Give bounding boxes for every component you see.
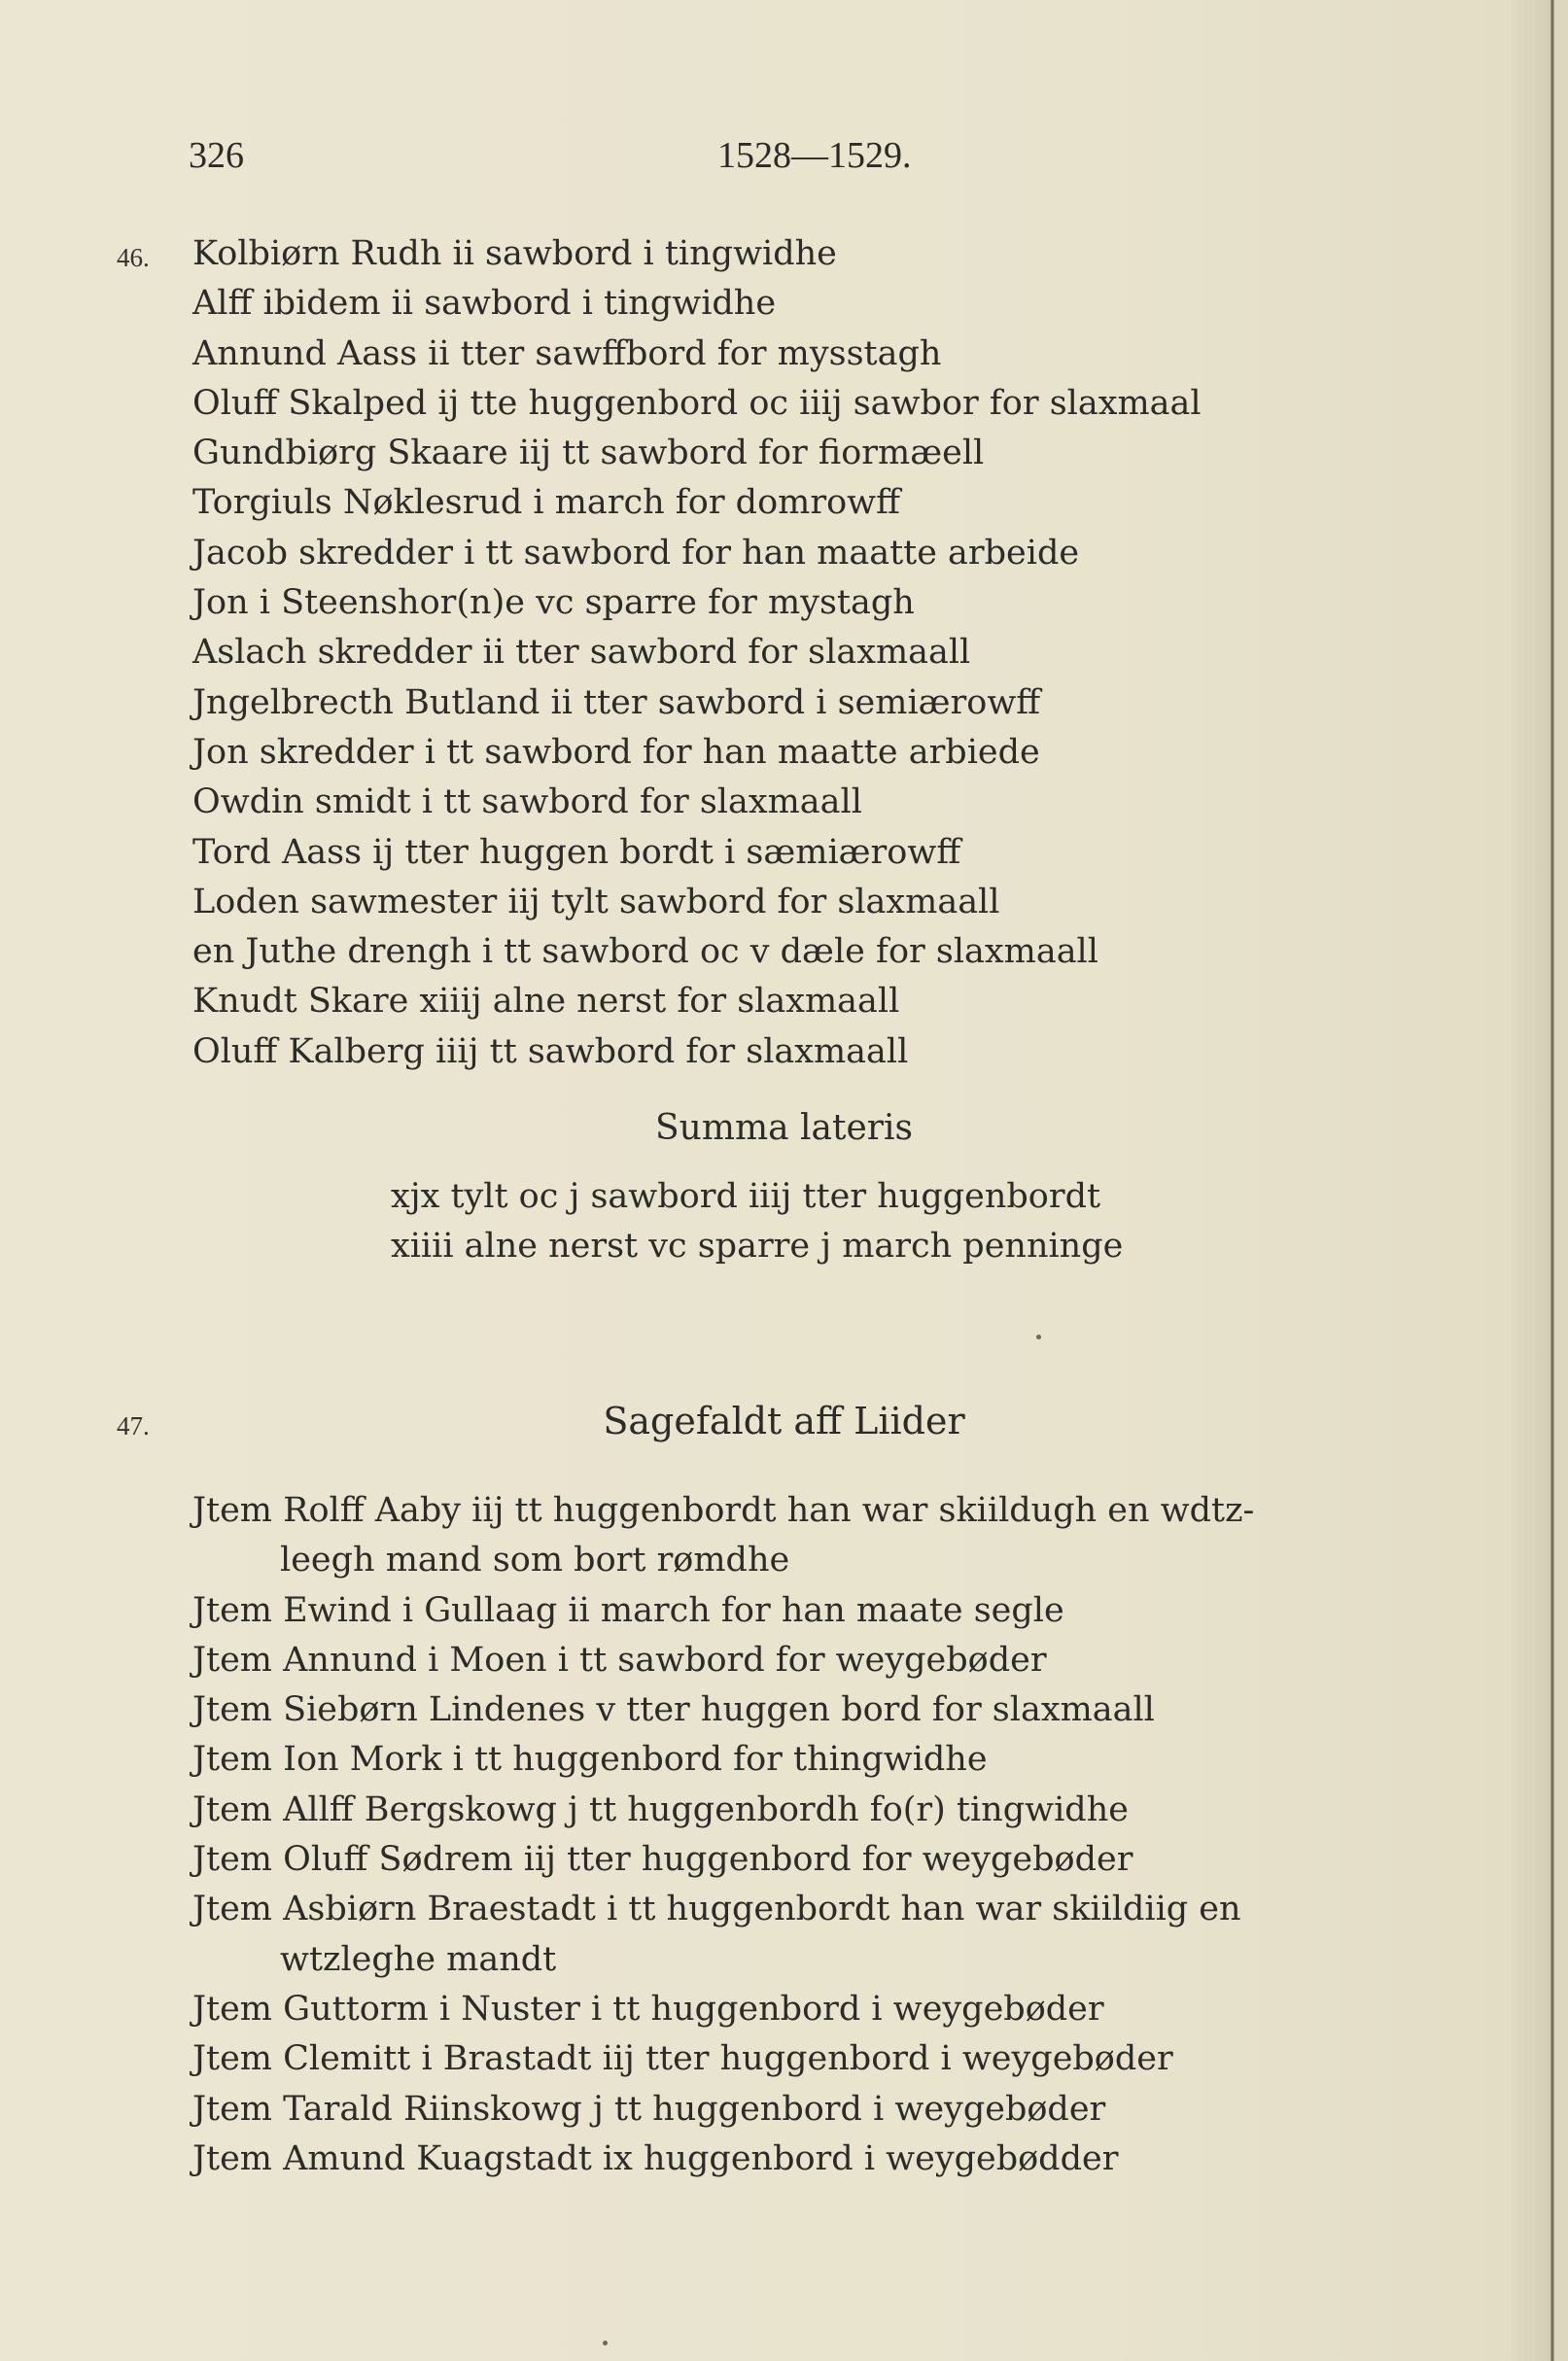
record-line: Alff ibidem ii sawbord i tingwidhe bbox=[192, 284, 777, 324]
section-title: Sagefaldt aff Liider bbox=[603, 1400, 965, 1442]
page-edge bbox=[1554, 0, 1568, 2361]
record-line: Jtem Oluff Sødrem iij tter huggenbord for weygebøder bbox=[192, 1840, 1133, 1880]
record-line: Jon skredder i tt sawbord for han maatte arbiede bbox=[192, 732, 1040, 772]
record-line-continuation: leegh mand som bort rømdhe bbox=[280, 1541, 790, 1580]
record-line: Jacob skredder i tt sawbord for han maatte arbeide bbox=[192, 533, 1080, 573]
record-line: Jtem Ewind i Gullaag ii march for han maate segle bbox=[192, 1590, 1064, 1630]
record-line: Tord Aass ij tter huggen bordt i sæmiærowff bbox=[192, 832, 961, 872]
entry-number-47: 47. bbox=[117, 1411, 150, 1441]
record-line: Jtem Asbiørn Braestadt i tt huggenbordt han war skiildiig en bbox=[192, 1890, 1241, 1929]
summa-lateris: Summa lateris bbox=[655, 1108, 913, 1148]
record-line: Oluff Kalberg iiij tt sawbord for slaxmaall bbox=[192, 1031, 909, 1071]
record-line: Jtem Rolff Aaby iij tt huggenbordt han war skiildugh en wdtz- bbox=[192, 1491, 1255, 1530]
record-line: en Juthe drengh i tt sawbord oc v dæle for slaxmaall bbox=[192, 932, 1098, 972]
summa-totals bbox=[391, 1172, 1123, 1271]
running-head: 1528—1529. bbox=[717, 135, 912, 176]
record-line: Jtem Tarald Riinskowg j tt huggenbord i weygebøder bbox=[192, 2089, 1106, 2129]
record-line: Knudt Skare xiiij alne nerst for slaxmaall bbox=[192, 982, 900, 1022]
record-line: Jtem Guttorm i Nuster i tt huggenbord i weygebøder bbox=[192, 1989, 1104, 2029]
record-line: Loden sawmester iij tylt sawbord for slaxmaall bbox=[192, 882, 1000, 921]
record-line: Owdin smidt i tt sawbord for slaxmaall bbox=[192, 782, 862, 822]
total-line: xiiii alne nerst vc sparre j march penninge bbox=[391, 1227, 1124, 1266]
record-line: Aslach skredder ii tter sawbord for slaxmaall bbox=[192, 633, 971, 673]
record-line: Oluff Skalped ij tte huggenbord oc iiij sawbor for slaxmaal bbox=[192, 383, 1202, 423]
record-line: Gundbiørg Skaare iij tt sawbord for fiormæell bbox=[192, 434, 985, 473]
record-line: Torgiuls Nøklesrud i march for domrowff bbox=[192, 483, 900, 523]
record-line: Jtem Annund i Moen i tt sawbord for weygebøder bbox=[192, 1640, 1047, 1680]
record-line: Jtem Allff Bergskowg j tt huggenbordh fo(r) tingwidhe bbox=[192, 1789, 1129, 1829]
record-line: Jtem Amund Kuagstadt ix huggenbord i weygebødder bbox=[192, 2138, 1119, 2178]
record-line: Annund Aass ii tter sawffbord for mysstagh bbox=[192, 333, 942, 373]
page-header bbox=[185, 134, 1380, 192]
ink-speck bbox=[603, 2341, 608, 2345]
total-line: xjx tylt oc j sawbord iiij tter huggenbordt bbox=[391, 1177, 1101, 1216]
record-line: Jon i Steenshor(n)e vc sparre for mystagh bbox=[192, 583, 915, 623]
record-line: Jtem Ion Mork i tt huggenbord for thingwidhe bbox=[192, 1740, 988, 1780]
entry-47-lines bbox=[192, 1486, 1254, 2184]
record-line: Jngelbrecth Butland ii tter sawbord i semiærowff bbox=[192, 682, 1041, 722]
page-number: 326 bbox=[189, 135, 244, 176]
record-line-continuation: wtzleghe mandt bbox=[280, 1939, 557, 1979]
entry-46-lines bbox=[192, 229, 1202, 1077]
binding-shadow bbox=[1551, 0, 1554, 2361]
record-line: Jtem Clemitt i Brastadt iij tter huggenbord i weygebøder bbox=[192, 2039, 1173, 2079]
ink-speck bbox=[1036, 1335, 1041, 1339]
record-line: Jtem Siebørn Lindenes v tter huggen bord for slaxmaall bbox=[192, 1690, 1155, 1730]
record-line: Kolbiørn Rudh ii sawbord i tingwidhe bbox=[192, 234, 837, 273]
entry-number-46: 46. bbox=[117, 243, 150, 272]
